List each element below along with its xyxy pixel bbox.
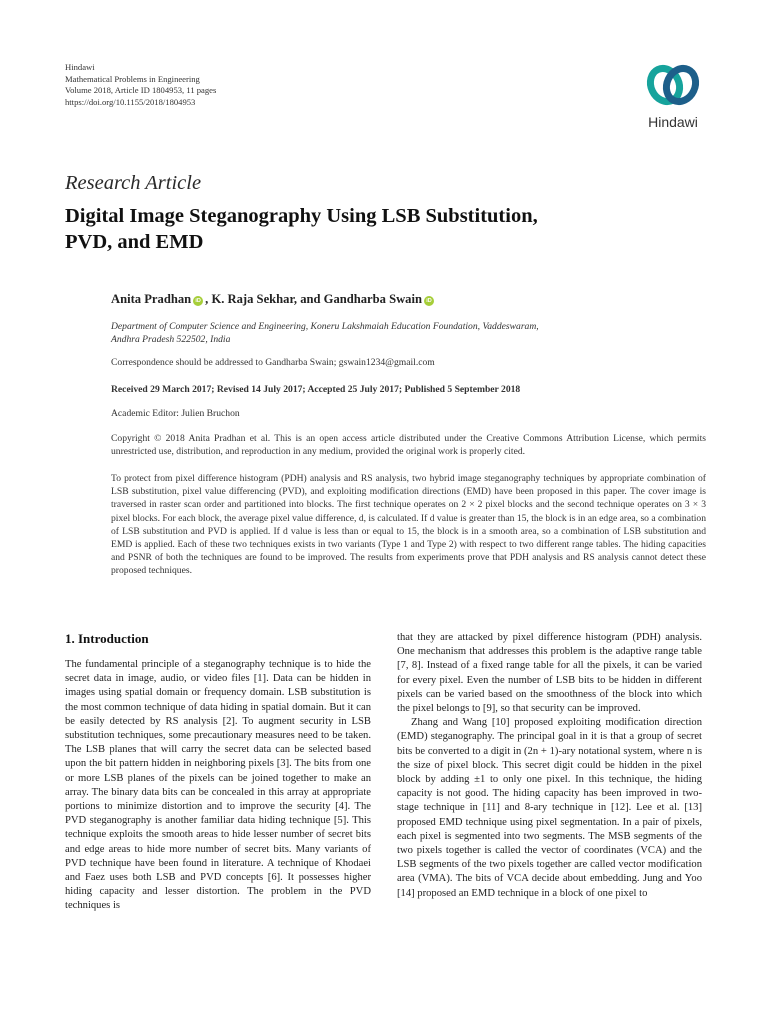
hindawi-logo-text: Hindawi (648, 114, 698, 130)
paper-title (65, 204, 685, 255)
copyright-notice: Copyright © 2018 Anita Pradhan et al. This is an open access article distributed under the Creative Commons Attribution License, which permits unrestricted use, distribution, and reproduction in any medium, provided the original work is properly cited. (111, 433, 706, 458)
orcid-icon[interactable]: iD (193, 296, 203, 306)
title-line-2: PVD, and EMD (65, 230, 204, 253)
author-name[interactable]: Anita Pradhan (111, 292, 192, 306)
paragraph: that they are attacked by pixel difference histogram (PDH) analysis. One mechanism that addresses this problem is the adaptive range table [7, 8]. Instead of a fixed range table for all the pixels, it can be varied for every pixel. Even the number of LSB bits to be hidden in different pixels can be varied based on the smoothness of the block into which the pixel belongs to [9], so that security can be improved. (397, 632, 702, 715)
volume-info: Volume 2018, Article ID 1804953, 11 pages (65, 85, 217, 96)
affiliation-line-1: Department of Computer Science and Engineering, Koneru Lakshmaiah Education Foundation, Vaddeswaram, (111, 321, 539, 332)
doi-link[interactable]: https://doi.org/10.1155/2018/1804953 (65, 96, 196, 107)
journal-name: Mathematical Problems in Engineering (65, 73, 200, 84)
author-list (111, 292, 436, 307)
title-line-1: Digital Image Steganography Using LSB Substitution, (65, 205, 538, 227)
abstract: To protect from pixel difference histogram (PDH) analysis and RS analysis, two hybrid image steganography techniques by appropriate combination of LSB substitution, pixel value differencing (PVD), and exploiting modification directions (EMD) have been proposed in this paper. The cover image is traversed in raster scan order and partitioned into blocks. The first technique operates on 2 × 2 pixel blocks and the second technique operates on 3 × 3 pixel blocks. For each block, the average pixel value difference, d, is calculated. If d value is greater than 15, the block is in an edge area, so a combination of LSB substitution and PVD is applied. If d value is less than or equal to 15, the block is in a smooth area, so a combination of LSB substitution and EMD is applied. Each of these two techniques exists in two variants (Type 1 and Type 2) with respect to two different range tables. The hiding capacities and PSNR of both the techniques are found to be improved. The results from experiments prove that PDH analysis and RS analysis cannot detect these proposed techniques. (111, 473, 706, 577)
author-names-rest[interactable]: , K. Raja Sekhar, and Gandharba Swain (205, 292, 422, 306)
article-type: Research Article (65, 172, 202, 194)
academic-editor: Academic Editor: Julien Bruchon (111, 408, 240, 419)
paragraph: Zhang and Wang [10] proposed exploiting modification direction (EMD) steganography. The principal goal in it is that a group of secret bits be converted to a digit in (2n + 1)-ary notational system, where n is the size of pixel block. This secret digit could be hidden in the pixel block by adding ±1 to only one pixel. In this technique, the hiding capacity is not good. The hiding capacity has been improved in two-stage technique in [11] and 8-ary technique in [12]. Lee et al. [13] proposed EMD technique using pixel segmentation. In a pair of pixels, each pixel is segmented into two segments. The MSB segments of the two pixels together is called the vector of coordinates (VCA) and the LSB segments of the two pixels together are called vector modification area (VMA). The bits of VCA decide about embedding. Jung and Yoo [14] proposed an EMD technique in a block of one pixel to (397, 717, 702, 899)
correspondence: Correspondence should be addressed to Gandharba Swain; gswain1234@gmail.com (111, 357, 435, 368)
section-heading: 1. Introduction (65, 631, 149, 646)
paragraph: The fundamental principle of a steganography technique is to hide the secret data in image, audio, or video files [1]. Data can be hidden in images using spatial domain or frequency domain. LSB substitution is the most common technique of data hiding in spatial domain. But it can be easily detected by RS analysis [2]. To augment security in LSB substitution techniques, some precautionary measures need to be taken. The LSB planes that will carry the secret data can be selected based upon the bit pattern hidden in neighboring pixels [3]. The bits from one or more LSB planes of the pixels can be joined together to make an array. The binary data bits can be concealed in this array at appropriate portions to minimize distortion and to improve the security [4]. The PVD steganography is another familiar data hiding technique [5]. This technique exploits the smooth areas to hide lesser number of secret bits and edge areas to hide more number of secret bits. Many variants of PVD technique have been found in literature. A technique of Khodaei and Faez uses both LSB and PVD concepts [6]. It possesses higher hiding capacity and lesser distortion. The problem in the PVD techniques is (65, 659, 371, 912)
journal-metadata (65, 62, 216, 108)
publisher-name: Hindawi (65, 62, 95, 72)
hindawi-logo (636, 60, 710, 132)
affiliation (111, 320, 671, 346)
affiliation-line-2: Andhra Pradesh 522502, India (111, 334, 231, 346)
publication-dates: Received 29 March 2017; Revised 14 July 2017; Accepted 25 July 2017; Published 5 September 2018 (111, 384, 521, 395)
body-column-left (65, 658, 371, 914)
orcid-icon[interactable]: iD (424, 296, 434, 306)
body-column-right (397, 631, 702, 901)
hindawi-logo-icon (643, 60, 703, 110)
